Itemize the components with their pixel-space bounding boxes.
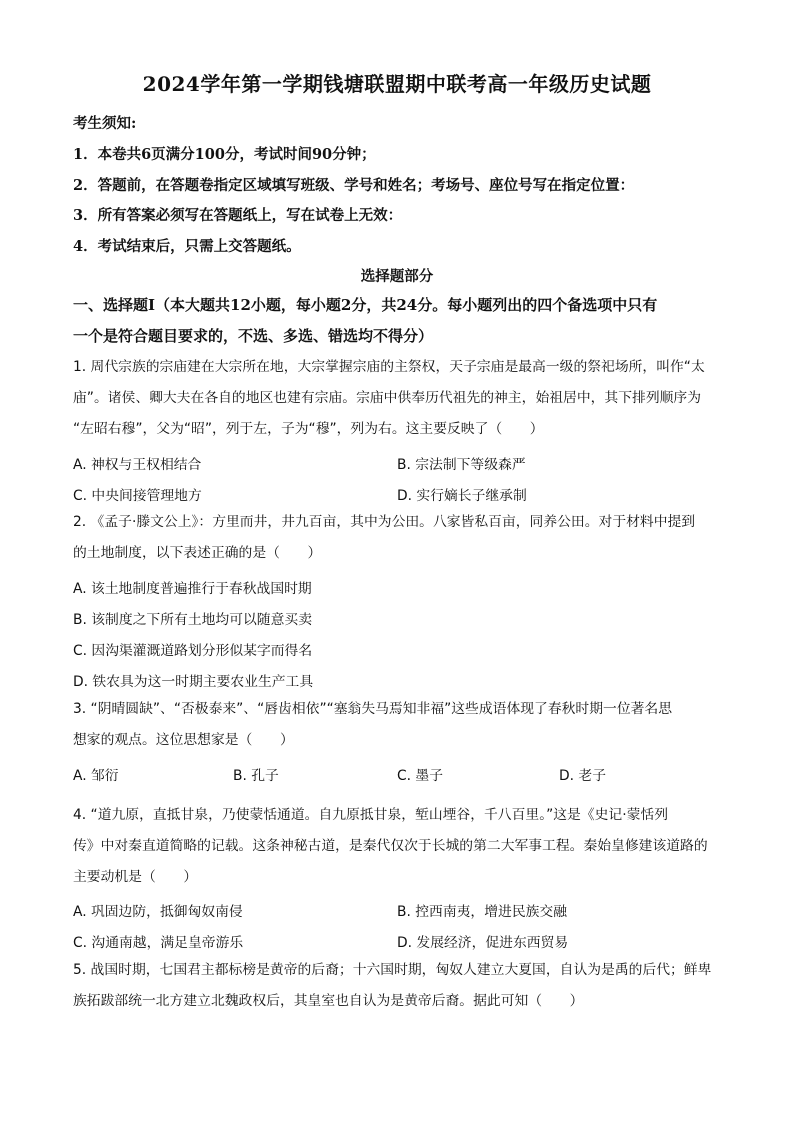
question-2-option-d[interactable]: D. 铁农具为这一时期主要农业生产工具 — [73, 674, 314, 690]
question-1-option-a[interactable]: A. 神权与王权相结合 — [73, 457, 202, 473]
part-heading-line-2: 一个是符合题目要求的，不选、多选、错选均不得分） — [73, 327, 434, 345]
notice-item-4: 4．考试结束后，只需上交答题纸。 — [73, 238, 301, 255]
question-2-line-2: 的土地制度，以下表述正确的是（ ） — [73, 545, 322, 561]
question-4-line-1: 4. “道九原，直抵甘泉，乃使蒙恬通道。自九原抵甘泉，堑山堙谷，千八百里。”这是《史记·蒙恬列 — [73, 807, 668, 823]
question-3-option-b[interactable]: B. 孔子 — [233, 768, 279, 784]
question-1-option-c[interactable]: C. 中央间接管理地方 — [73, 488, 202, 504]
question-5 — [73, 955, 723, 1017]
question-2 — [73, 507, 723, 569]
question-3 — [73, 694, 723, 756]
question-5-line-2: 族拓跋部统一北方建立北魏政权后，其皇室也自认为是黄帝后裔。据此可知（ ） — [73, 993, 584, 1009]
notice-item-3: 3．所有答案必须写在答题纸上，写在试卷上无效： — [73, 207, 403, 224]
question-1 — [73, 352, 723, 445]
question-3-option-d[interactable]: D. 老子 — [559, 768, 606, 784]
question-4 — [73, 800, 723, 893]
section-title: 选择题部分 — [360, 268, 434, 285]
question-2-option-a[interactable]: A. 该土地制度普遍推行于春秋战国时期 — [73, 581, 312, 597]
notice-heading: 考生须知: — [73, 115, 137, 132]
question-1-option-d[interactable]: D. 实行嫡长子继承制 — [397, 488, 527, 504]
question-3-option-c[interactable]: C. 墨子 — [397, 768, 443, 784]
question-4-line-3: 主要动机是（ ） — [73, 869, 198, 885]
question-1-option-b[interactable]: B. 宗法制下等级森严 — [397, 457, 526, 473]
question-4-option-c[interactable]: C. 沟通南越，满足皇帝游乐 — [73, 935, 244, 951]
question-2-option-b[interactable]: B. 该制度之下所有土地均可以随意买卖 — [73, 612, 312, 628]
question-4-option-b[interactable]: B. 控西南夷，增进民族交融 — [397, 904, 568, 920]
question-3-option-a[interactable]: A. 邹衍 — [73, 768, 119, 784]
notice-item-1: 1．本卷共6页满分100分，考试时间90分钟； — [73, 146, 376, 163]
part-heading — [73, 290, 723, 352]
exam-title: 2024学年第一学期钱塘联盟期中联考高一年级历史试题 — [142, 72, 652, 96]
notice-item-2: 2．答题前，在答题卷指定区域填写班级、学号和姓名；考场号、座位号写在指定位置： — [73, 177, 635, 194]
question-2-option-c[interactable]: C. 因沟渠灌溉道路划分形似某字而得名 — [73, 643, 313, 659]
question-4-line-2: 传》中对秦直道简略的记载。这条神秘古道，是秦代仅次于长城的第二大军事工程。秦始皇修建该道路的 — [73, 838, 708, 854]
question-1-line-1: 1. 周代宗族的宗庙建在大宗所在地，大宗掌握宗庙的主祭权，天子宗庙是最高一级的祭祀场所，叫作“太 — [73, 359, 705, 375]
question-1-line-2: 庙”。诸侯、卿大夫在各自的地区也建有宗庙。宗庙中供奉历代祖先的神主，始祖居中，其下排列顺序为 — [73, 390, 702, 406]
question-3-line-2: 想家的观点。这位思想家是（ ） — [73, 732, 294, 748]
question-2-line-1: 2. 《孟子·滕文公上》：方里而井，井九百亩，其中为公田。八家皆私百亩，同养公田。对于材料中提到 — [73, 514, 696, 530]
question-5-line-1: 5. 战国时期，七国君主都标榜是黄帝的后裔；十六国时期，匈奴人建立大夏国，自认为是禹的后代；鲜卑 — [73, 962, 712, 978]
question-1-line-3: “左昭右穆”，父为“昭”，列于左，子为“穆”，列为右。这主要反映了（ ） — [73, 421, 544, 437]
question-3-line-1: 3. “阴晴圆缺”、“否极泰来”、“唇齿相依”“塞翁失马焉知非福”这些成语体现了春秋时期一位著名思 — [73, 701, 673, 717]
question-4-option-a[interactable]: A. 巩固边防，抵御匈奴南侵 — [73, 904, 243, 920]
question-4-option-d[interactable]: D. 发展经济，促进东西贸易 — [397, 935, 569, 951]
part-heading-line-1: 一、选择题Ⅰ（本大题共12小题，每小题2分，共24分。每小题列出的四个备选项中只有 — [73, 296, 658, 314]
